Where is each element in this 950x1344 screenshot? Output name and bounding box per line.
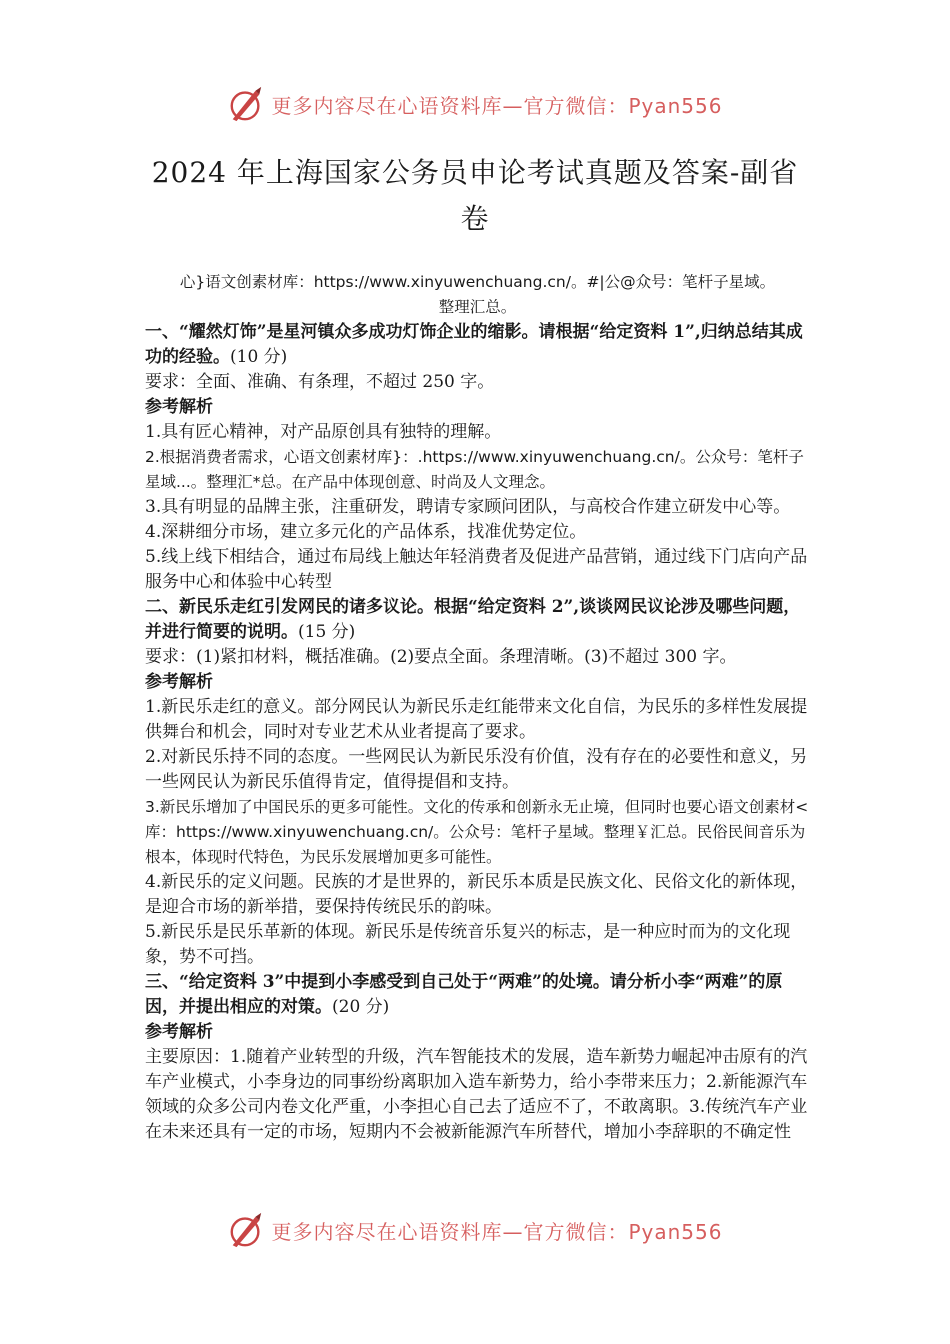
question-2-heading: 二、新民乐走红引发网民的诸多议论。根据“给定资料 2”,谈谈网民议论涉及哪些问题，并进行简要的说明。(15 分): [145, 597, 801, 642]
q2-answer-1: 1.新民乐走红的意义。部分网民认为新民乐走红能带来文化自信，为民乐的多样性发展提供舞台和机会，同时对专业艺术从业者提高了要求。: [145, 697, 808, 742]
page-title-line-1: 2024 年上海国家公务员申论考试真题及答案-副省: [151, 156, 799, 189]
question-3-analysis-label: 参考解析: [145, 1022, 213, 1042]
fountain-pen-logo-icon: [227, 1211, 265, 1249]
source-note-line-2: 整理汇总。: [438, 298, 517, 316]
q2-answer-3: 3.新民乐增加了中国民乐的更多可能性。文化的传承和创新永无止境，但同时也要心语文创素材<库：https://www.xinyuwenchuang.cn/。公众号：笔杆子星域。整理￥汇总。民俗民间音乐为根本，体现时代特色，为民乐发展增加更多可能性。: [145, 798, 809, 866]
question-3-heading: 三、“给定资料 3”中提到小李感受到自己处于“两难”的处境。请分析小李“两难”的原因，并提出相应的对策。(20 分): [145, 972, 783, 1017]
banner-text: 更多内容尽在心语资料库—官方微信：Pyan556: [271, 93, 723, 118]
q1-answer-5: 5.线上线下相结合，通过布局线上触达年轻消费者及促进产品营销，通过线下门店向产品服务中心和体验中心转型: [145, 547, 808, 592]
question-2-requirement: 要求：(1)紧扣材料，概括准确。(2)要点全面。条理清晰。(3)不超过 300 字。: [145, 647, 737, 667]
q1-answer-4: 4.深耕细分市场，建立多元化的产品体系，找准优势定位。: [145, 522, 587, 542]
footer-banner: [0, 1208, 950, 1252]
banner-text: 更多内容尽在心语资料库—官方微信：Pyan556: [271, 1219, 723, 1244]
q1-answer-2: 2.根据消费者需求，心语文创素材库}：.https://www.xinyuwenchuang.cn/。公众号：笔杆子星域...。整理汇*总。在产品中体现创意、时尚及人文理念。: [145, 448, 804, 491]
document-body: [145, 270, 810, 1145]
source-note-line-1: 心}语文创素材库：https://www.xinyuwenchuang.cn/。#|公@众号：笔杆子星域。: [179, 273, 776, 291]
q1-answer-3: 3.具有明显的品牌主张，注重研发，聘请专家顾问团队，与高校合作建立研发中心等。: [145, 497, 791, 517]
q2-answer-5: 5.新民乐是民乐革新的体现。新民乐是传统音乐复兴的标志，是一种应时而为的文化现象，势不可挡。: [145, 922, 791, 967]
header-banner: [0, 82, 950, 126]
page-title: [140, 150, 810, 242]
q2-answer-2: 2.对新民乐持不同的态度。一些网民认为新民乐没有价值，没有存在的必要性和意义，另一些网民认为新民乐值得肯定，值得提倡和支持。: [145, 747, 808, 792]
q2-answer-4: 4.新民乐的定义问题。民族的才是世界的，新民乐本质是民族文化、民俗文化的新体现，是迎合市场的新举措，要保持传统民乐的韵味。: [145, 872, 808, 917]
question-1-heading: 一、“耀然灯饰”是星河镇众多成功灯饰企业的缩影。请根据“给定资料 1”,归纳总结其成功的经验。(10 分): [145, 322, 803, 367]
page-title-line-2: 卷: [460, 202, 490, 235]
question-2-analysis-label: 参考解析: [145, 672, 213, 692]
q3-answer: 主要原因：1.随着产业转型的升级，汽车智能技术的发展，造车新势力崛起冲击原有的汽车产业模式，小李身边的同事纷纷离职加入造车新势力，给小李带来压力；2.新能源汽车领域的众多公司内卷文化严重，小李担心自己去了适应不了，不敢离职。3.传统汽车产业在未来还具有一定的市场，短期内不会被新能源汽车所替代，增加小李辞职的不确定性: [145, 1047, 808, 1142]
q1-answer-1: 1.具有匠心精神，对产品原创具有独特的理解。: [145, 422, 502, 442]
question-1-requirement: 要求：全面、准确、有条理，不超过 250 字。: [145, 372, 495, 392]
fountain-pen-logo-icon: [227, 85, 265, 123]
question-1-analysis-label: 参考解析: [145, 397, 213, 417]
